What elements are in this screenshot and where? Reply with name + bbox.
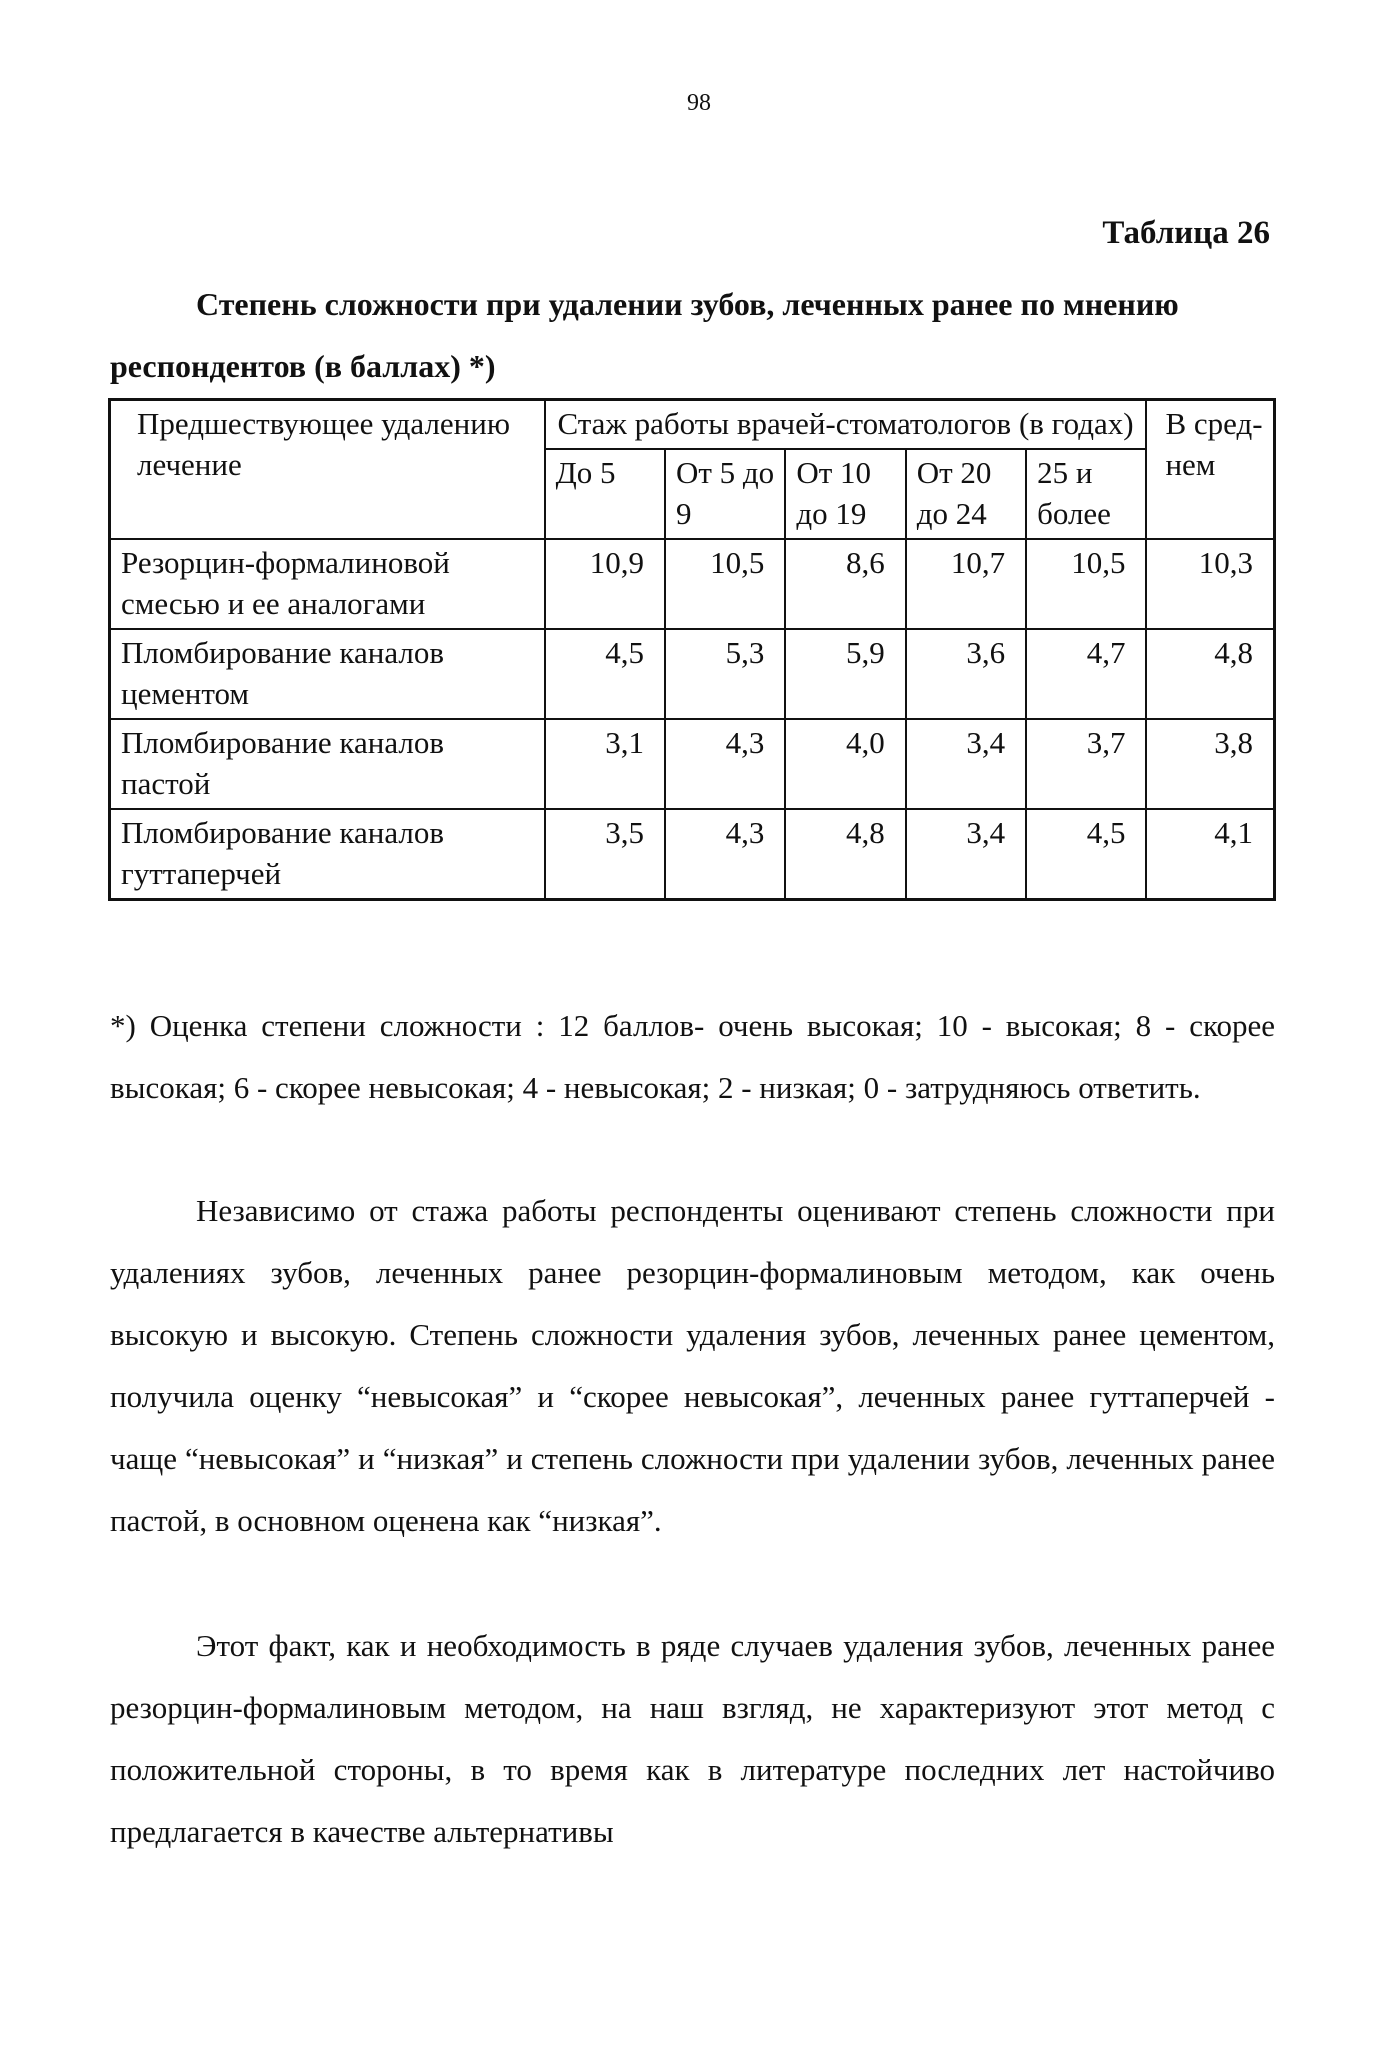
table-row [110, 809, 1275, 900]
page-number: 98 [687, 90, 711, 116]
table-label: Таблица 26 [1102, 215, 1270, 251]
table-footnote: *) Оценка степени сложности : 12 баллов- очень высокая; 10 - высокая; 8 - скорее высокая; 6 - скорее невысокая; 4 - невысокая; 2 - низкая; 0 - затрудняюсь ответить. [110, 1008, 1275, 1105]
row-value: 10,5 [1026, 539, 1146, 629]
row-value: 10,7 [906, 539, 1026, 629]
body-paragraph-2: Этот факт, как и необходимость в ряде случаев удаления зубов, леченных ранее резорцин-формалиновым методом, на наш взгляд, не характеризуют этот метод с положительной стороны, в то время как в литературе последних лет настойчиво предлагается в качестве альтернативы [110, 1628, 1275, 1849]
row-value: 3,1 [545, 719, 665, 809]
sub-header-4: 25 и более [1026, 449, 1146, 539]
row-average: 10,3 [1146, 539, 1274, 629]
row-treatment: Резорцин-формалиновой смесью и ее аналогами [110, 539, 545, 629]
sub-header-2: От 10 до 19 [785, 449, 905, 539]
row-value: 3,5 [545, 809, 665, 900]
row-value: 4,7 [1026, 629, 1146, 719]
row-value: 4,5 [1026, 809, 1146, 900]
row-value: 5,3 [665, 629, 785, 719]
row-value: 3,4 [906, 809, 1026, 900]
row-value: 4,3 [665, 719, 785, 809]
table-title [110, 273, 1270, 397]
table-row [110, 719, 1275, 809]
header-experience: Стаж работы врачей-стоматологов (в годах) [545, 400, 1147, 450]
row-value: 8,6 [785, 539, 905, 629]
row-treatment: Пломбирование каналов гуттаперчей [110, 809, 545, 900]
row-average: 4,8 [1146, 629, 1274, 719]
row-value: 4,0 [785, 719, 905, 809]
sub-header-3: От 20 до 24 [906, 449, 1026, 539]
row-value: 4,8 [785, 809, 905, 900]
row-value: 10,5 [665, 539, 785, 629]
sub-header-0: До 5 [545, 449, 665, 539]
header-row [110, 400, 1275, 450]
row-value: 4,3 [665, 809, 785, 900]
row-average: 3,8 [1146, 719, 1274, 809]
header-treatment: Предшествующее удалению лечение [110, 400, 545, 540]
row-value: 3,6 [906, 629, 1026, 719]
row-value: 5,9 [785, 629, 905, 719]
row-treatment: Пломбирование каналов пастой [110, 719, 545, 809]
data-table [108, 398, 1276, 901]
sub-header-1: От 5 до 9 [665, 449, 785, 539]
row-value: 10,9 [545, 539, 665, 629]
row-value: 3,4 [906, 719, 1026, 809]
row-treatment: Пломбирование каналов цементом [110, 629, 545, 719]
header-average: В сред-нем [1146, 400, 1274, 540]
table-row [110, 539, 1275, 629]
table-title-line-1: Степень сложности при удалении зубов, леченных ранее по мнению [196, 286, 1179, 322]
row-value: 4,5 [545, 629, 665, 719]
body-paragraph-1: Независимо от стажа работы респонденты оценивают степень сложности при удалениях зубов, леченных ранее резорцин-формалиновым методом, как очень высокую и высокую. Степень сложности удаления зубов, леченных ранее цементом, получила оценку “невысокая” и “скорее невысокая”, леченных ранее гуттаперчей - чаще “невысокая” и “низкая” и степень сложности при удалении зубов, леченных ранее пастой, в основном оценена как “низкая”. [110, 1193, 1275, 1538]
row-value: 3,7 [1026, 719, 1146, 809]
row-average: 4,1 [1146, 809, 1274, 900]
table-title-line-2: респондентов (в баллах) *) [110, 348, 496, 384]
table-row [110, 629, 1275, 719]
